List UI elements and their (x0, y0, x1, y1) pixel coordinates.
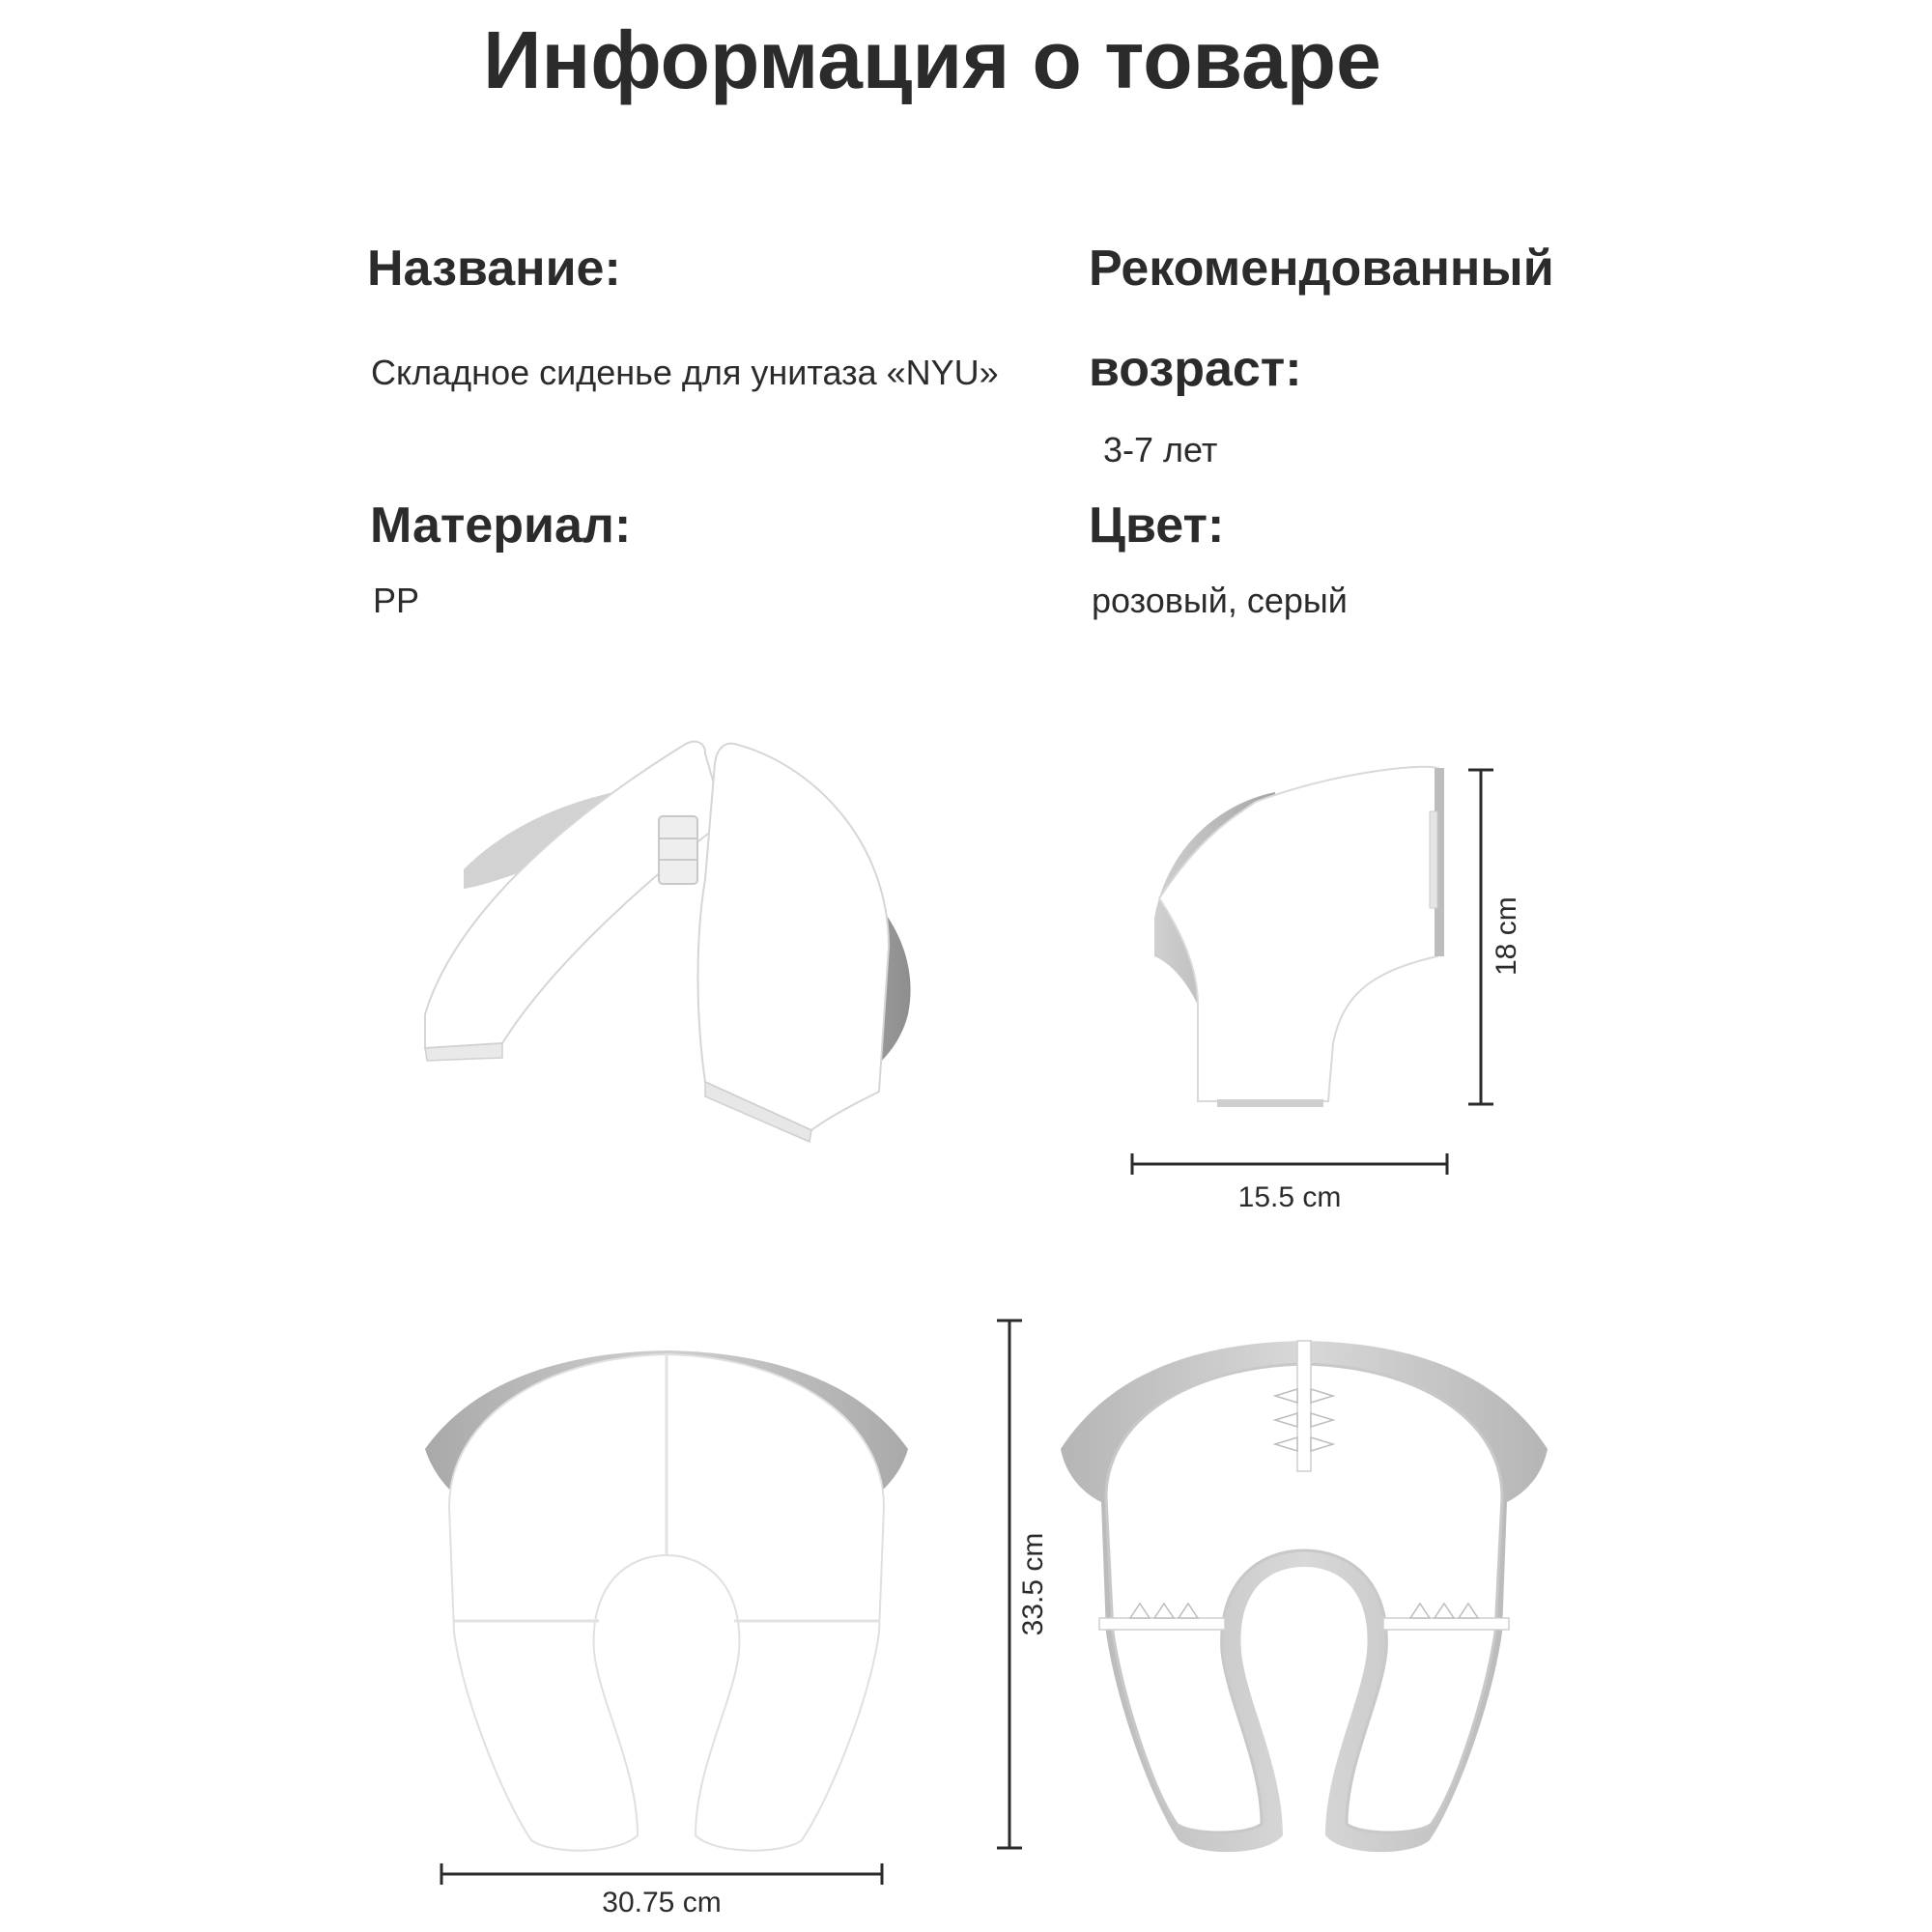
material-value: PP (373, 581, 420, 620)
age-label-line2: возраст: (1089, 341, 1302, 397)
folded-width-label: 15.5 cm (1237, 1181, 1342, 1213)
material-label: Материал: (370, 497, 632, 554)
page-title: Информация о товаре (483, 14, 1381, 105)
open-seat-back-image (1053, 1314, 1555, 1855)
folded-width-dimension-line (1130, 1150, 1449, 1179)
color-label: Цвет: (1089, 497, 1225, 554)
open-width-dimension-line (440, 1860, 884, 1889)
open-seat-front-image (415, 1314, 918, 1855)
age-value: 3-7 лет (1103, 430, 1218, 469)
folding-seat-image (406, 724, 947, 1159)
age-label-line1: Рекомендованный (1089, 241, 1554, 297)
open-width-label: 30.75 cm (602, 1887, 722, 1918)
folded-seat-image (1140, 753, 1459, 1121)
name-value: Складное сиденье для унитаза «NYU» (371, 353, 999, 392)
open-height-label: 33.5 cm (1017, 1532, 1049, 1636)
color-value: розовый, серый (1092, 581, 1348, 620)
folded-height-label: 18 cm (1491, 896, 1522, 976)
name-label: Название: (367, 241, 621, 297)
